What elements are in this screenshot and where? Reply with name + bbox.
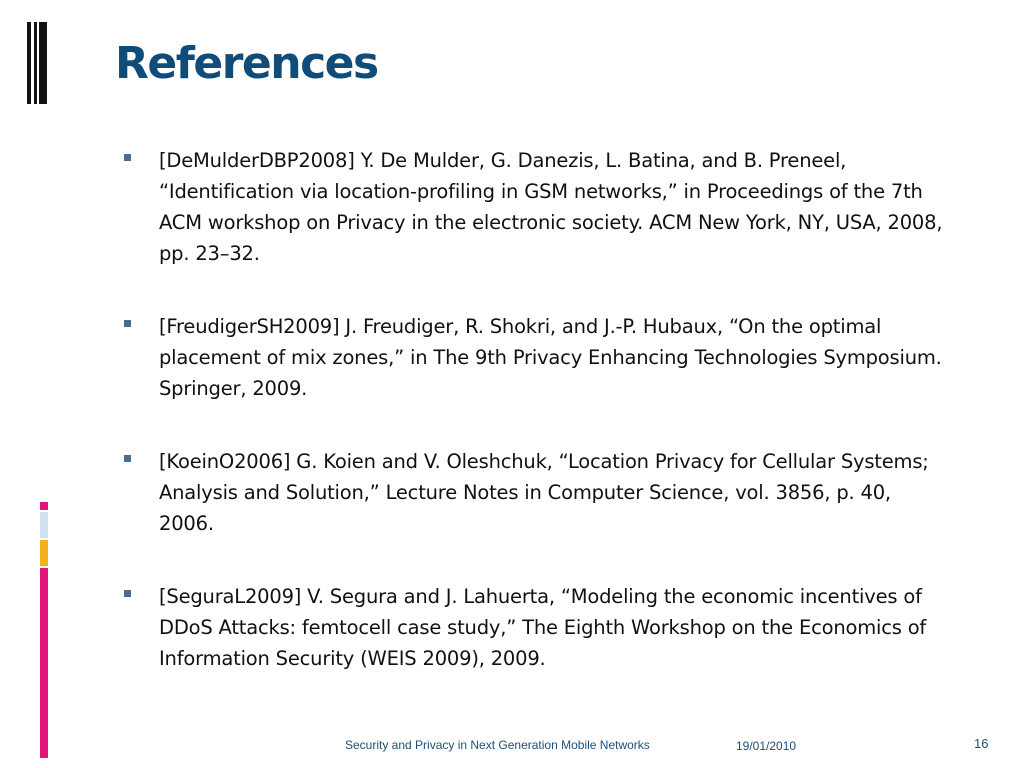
decorative-bar	[34, 22, 37, 104]
decorative-bar	[39, 22, 47, 104]
decorative-segment	[40, 568, 48, 758]
reference-text: [FreudigerSH2009] J. Freudiger, R. Shokri, and J.-P. Hubaux, “On the optimal placement of mix zones,” in The 9th Privacy Enhancing Technologies Symposium. Springer, 2009.	[159, 315, 942, 400]
bullet-icon	[124, 455, 131, 462]
reference-item	[120, 311, 950, 404]
reference-list	[120, 145, 950, 716]
page-number: 16	[974, 736, 989, 751]
decorative-bar	[27, 22, 31, 104]
decorative-segment	[40, 502, 48, 510]
decorative-segment	[40, 512, 48, 538]
footer-date: 19/01/2010	[736, 739, 797, 753]
footer-title: Security and Privacy in Next Generation Mobile Networks	[345, 738, 650, 752]
bullet-icon	[124, 590, 131, 597]
reference-text: [SeguraL2009] V. Segura and J. Lahuerta, “Modeling the economic incentives of DDoS Attacks: femtocell case study,” The Eighth Workshop on the Economics of Information Security (WEIS 2009), 2009.	[159, 585, 927, 670]
reference-item	[120, 446, 950, 539]
reference-text: [DeMulderDBP2008] Y. De Mulder, G. Danezis, L. Batina, and B. Preneel, “Identification via location-profiling in GSM networks,” in Proceedings of the 7th ACM workshop on Privacy in the electronic society. ACM New York, NY, USA, 2008, pp. 23–32.	[159, 149, 943, 265]
reference-text: [KoeinO2006] G. Koien and V. Oleshchuk, “Location Privacy for Cellular Systems; Analysis and Solution,” Lecture Notes in Computer Science, vol. 3856, p. 40, 2006.	[159, 450, 929, 535]
decorative-bars-top	[27, 22, 51, 104]
slide-title: References	[115, 38, 378, 89]
bullet-icon	[124, 320, 131, 327]
bullet-icon	[124, 154, 131, 161]
decorative-segment	[40, 540, 48, 566]
reference-item	[120, 581, 950, 674]
reference-item	[120, 145, 950, 269]
